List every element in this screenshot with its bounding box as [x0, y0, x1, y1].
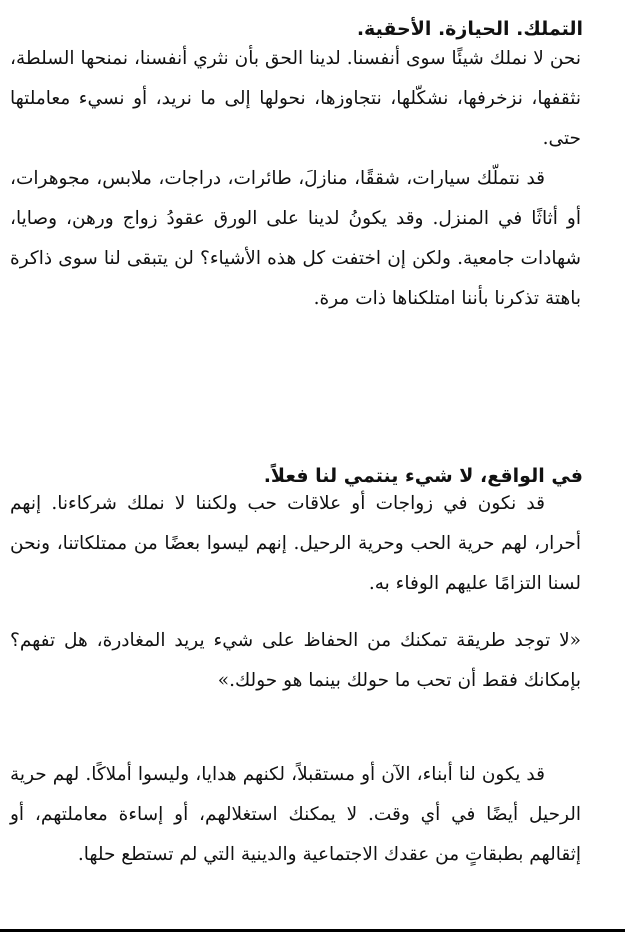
paragraph-children: قد يكون لنا أبناء، الآن أو مستقبلاً، لكنهم هدايا، وليسوا أملاكًا. لهم حرية الرحيل أيضًا في أي وقت. لا يمكنك استغلالهم، أو إساءة معاملتهم، أو إثقالهم بطبقاتٍ من عقدك الاجتماعية والدينية التي لم تستطع حلها. — [10, 764, 581, 865]
paragraph-partners: قد نكون في زواجات أو علاقات حب ولكننا لا نملك شركاءنا. إنهم أحرار، لهم حرية الحب وحرية الرحيل. إنهم ليسوا بعضًا من ممتلكاتنا، ونحن لسنا التزامًا عليهم الوفاء به. — [10, 493, 581, 594]
section-heading-ownership: التملك. الحيازة. الأحقية. — [356, 17, 583, 40]
paragraph-quote: «لا توجد طريقة تمكنك من الحفاظ على شيء يريد المغادرة، هل تفهم؟ بإمكانك فقط أن تحب ما حولك بينما هو حولك.» — [10, 630, 581, 691]
section-heading-nothing-belongs: في الواقع، لا شيء ينتمي لنا فعلاً. — [263, 464, 583, 487]
paragraph-possessions: قد نتملّك سيارات، شققًا، منازلَ، طائرات، دراجات، ملابس، مجوهرات، أو أثاثًا في المنزل. وقد يكونُ لدينا على الورق عقودُ زواج ورهن، وصايا، شهادات جامعية. ولكن إن اختفت كل هذه الأشياء؟ لن يتبقى لنا سوى ذاكرة باهتة تذكرنا بأننا امتلكناها ذات مرة. — [10, 168, 581, 309]
paragraph-owning-ourselves: نحن لا نملك شيئًا سوى أنفسنا. لدينا الحق بأن نثري أنفسنا، نمنحها السلطة، نثقفها، نزخرفها، نشكّلها، نتجاوزها، نحولها إلى ما نريد، أو نسيء معاملتها حتى. — [10, 48, 581, 149]
